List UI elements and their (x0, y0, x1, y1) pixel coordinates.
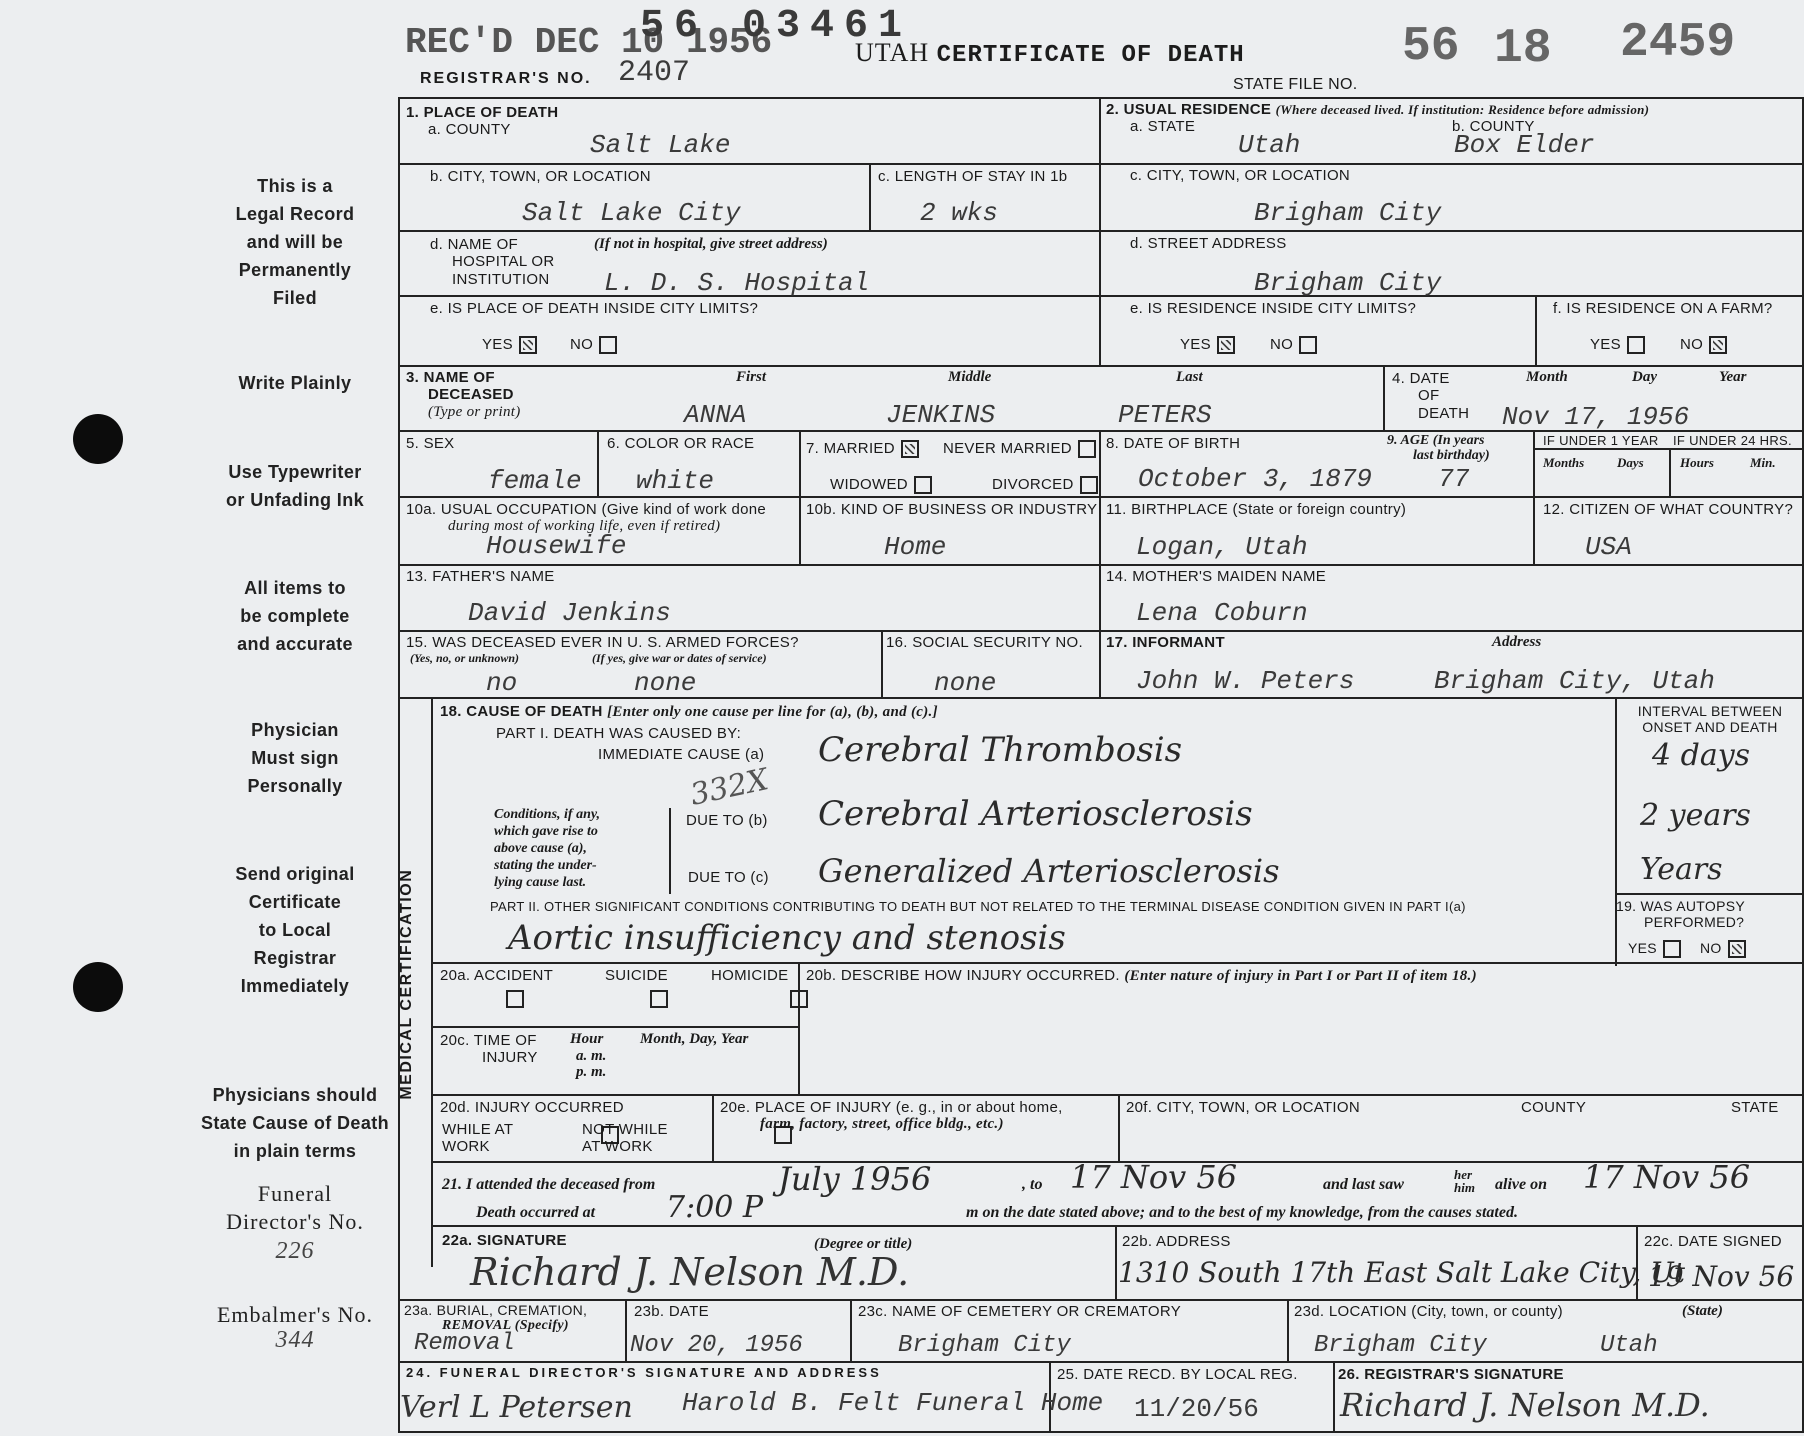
never-married: NEVER MARRIED (943, 440, 1096, 458)
immediate-cause-label: IMMEDIATE CAUSE (a) (598, 746, 765, 763)
pod-stay: 2 wks (920, 198, 999, 228)
residence-label: 2. USUAL RESIDENCE (Where deceased lived. If institution: Residence before admission) (1106, 101, 1650, 118)
alive-on: 17 Nov 56 (1583, 1158, 1751, 1196)
res-farm-label: f. IS RESIDENCE ON A FARM? (1553, 300, 1773, 317)
interval-b: 2 years (1640, 798, 1751, 833)
date-received: 11/20/56 (1134, 1394, 1259, 1424)
pod-inside-yes: YES (482, 336, 537, 354)
registrar-signature: Richard J. Nelson M.D. (1340, 1386, 1710, 1424)
place-of-death-label: 1. PLACE OF DEATH (406, 104, 559, 121)
birthplace-label: 11. BIRTHPLACE (State or foreign country) (1106, 501, 1407, 518)
father-name: David Jenkins (468, 598, 671, 628)
funeral-director-number: 226 (275, 1238, 315, 1264)
father-label: 13. FATHER'S NAME (406, 568, 555, 585)
last-saw-label: and last saw (1323, 1176, 1404, 1193)
pod-inside-no-checkbox[interactable] (599, 336, 617, 354)
sidebar-funeral-label: Funeral Director's No. (226, 1181, 364, 1234)
funeral-director-label: 24. FUNERAL DIRECTOR'S SIGNATURE AND ADDRESS (406, 1365, 882, 1380)
widowed-checkbox[interactable] (914, 476, 932, 494)
birthplace: Logan, Utah (1136, 532, 1308, 562)
res-inside-yes: YES (1180, 336, 1235, 354)
while-at-work: WHILE AT WORK (442, 1121, 514, 1156)
last-label: Last (1176, 369, 1203, 385)
sidebar-physician-sign: Physician Must sign Personally (247, 720, 343, 796)
sidebar-write-plainly: Write Plainly (238, 373, 352, 393)
middle-label: Middle (948, 369, 992, 385)
embalmer-number: 344 (275, 1327, 315, 1353)
name-label: 3. NAME OF DECEASED (Type or print) (406, 369, 521, 420)
alive-on-label: alive on (1495, 1176, 1547, 1193)
cemetery-location: Brigham City (1314, 1332, 1487, 1359)
informant-address: Brigham City, Utah (1434, 666, 1715, 696)
suicide-label: SUICIDE (605, 967, 668, 984)
sex: female (488, 466, 582, 496)
months-label: Months (1543, 455, 1585, 470)
sex-label: 5. SEX (406, 435, 455, 452)
sidebar-send-original: Send original Certificate to Local Registrar Immediately (235, 864, 355, 996)
interval-a: 4 days (1652, 738, 1751, 773)
attended-from: July 1956 (778, 1160, 932, 1198)
sidebar-plain-terms: Physicians should State Cause of Death in plain terms (200, 1085, 390, 1161)
res-farm-yes: YES (1590, 336, 1645, 354)
accident-checkbox[interactable] (506, 990, 524, 1008)
suicide-checkbox[interactable] (650, 990, 668, 1008)
res-farm-no-checkbox[interactable] (1709, 336, 1727, 354)
accident-label: 20a. ACCIDENT (440, 967, 554, 984)
res-state: Utah (1238, 130, 1301, 160)
immediate-cause: Cerebral Thrombosis (818, 730, 1183, 770)
autopsy-no-checkbox[interactable] (1728, 940, 1746, 958)
interval-c: Years (1640, 852, 1723, 887)
sidebar-typewriter: Use Typewriter or Unfading Ink (226, 462, 364, 510)
day-label: Day (1632, 369, 1657, 385)
armed-note-2: (If yes, give war or dates of service) (592, 651, 767, 665)
race-label: 6. COLOR OR RACE (607, 435, 755, 452)
autopsy-yes-checkbox[interactable] (1663, 940, 1681, 958)
month-label: Month (1526, 369, 1568, 385)
injury-city-label: 20f. CITY, TOWN, OR LOCATION (1126, 1099, 1361, 1116)
punch-hole-bottom (73, 962, 123, 1012)
autopsy-yes: YES (1628, 940, 1681, 958)
res-county-label: b. COUNTY (1452, 118, 1535, 135)
res-county: Box Elder (1454, 130, 1595, 160)
funeral-home: Harold B. Felt Funeral Home (682, 1388, 1104, 1418)
sidebar-legal-record: This is a Legal Record and will be Permanently Filed (235, 176, 355, 308)
interval-label: INTERVAL BETWEEN ONSET AND DEATH (1637, 703, 1783, 736)
days-label: Days (1617, 455, 1644, 470)
date-signed: 19 Nov 56 (1648, 1260, 1795, 1293)
time-of-injury-label: 20c. TIME OF INJURY (440, 1032, 538, 1067)
not-while-at-work: NOT WHILE AT WORK (582, 1121, 668, 1156)
never-married-checkbox[interactable] (1078, 440, 1096, 458)
physician-address: 1310 South 17th East Salt Lake City, Ut (1118, 1256, 1685, 1289)
informant-label: 17. INFORMANT (1106, 634, 1225, 651)
citizen: USA (1585, 532, 1632, 562)
race: white (636, 466, 715, 496)
ssn-label: 16. SOCIAL SECURITY NO. (886, 634, 1083, 651)
pod-stay-label: c. LENGTH OF STAY IN 1b (878, 168, 1068, 185)
res-street-label: d. STREET ADDRESS (1130, 235, 1287, 252)
to-label: , to (1022, 1176, 1043, 1193)
armed-note-1: (Yes, no, or unknown) (410, 651, 520, 665)
injury-county-label: COUNTY (1521, 1099, 1587, 1116)
armed-service: no (486, 668, 518, 698)
punch-hole-top (73, 414, 123, 464)
file-no-part2: 18 (1494, 22, 1552, 76)
pod-hospital-label: d. NAME OF HOSPITAL OR INSTITUTION (430, 236, 555, 288)
part1-label: PART I. DEATH WAS CAUSED BY: (496, 725, 742, 742)
pod-city: Salt Lake City (522, 198, 741, 228)
business-label: 10b. KIND OF BUSINESS OR INDUSTRY (806, 501, 1098, 518)
armed-label: 15. WAS DECEASED EVER IN U. S. ARMED FORCES? (406, 634, 799, 651)
her-him-label: her him (1454, 1167, 1475, 1195)
due-c-label: DUE TO (c) (688, 869, 769, 886)
divorced: DIVORCED (992, 476, 1098, 494)
informant: John W. Peters (1136, 666, 1355, 696)
due-to-b: Cerebral Arteriosclerosis (818, 794, 1253, 834)
married: 7. MARRIED (806, 440, 919, 458)
due-to-c: Generalized Arteriosclerosis (818, 852, 1280, 890)
cause-label: 18. CAUSE OF DEATH [Enter only one cause per line for (a), (b), and (c).] (440, 703, 938, 720)
mdy-label: Month, Day, Year (640, 1031, 749, 1047)
funeral-director-signature: Verl L Petersen (400, 1390, 633, 1425)
burial-date: Nov 20, 1956 (630, 1332, 803, 1359)
cemetery-location-label: 23d. LOCATION (City, town, or county) (1294, 1303, 1563, 1320)
sidebar-complete: All items to be complete and accurate (237, 578, 353, 654)
place-of-injury-label: 20e. PLACE OF INJURY (e. g., in or about home, farm, factory, street, office bldg., etc.) (720, 1099, 1063, 1133)
physician-address-label: 22b. ADDRESS (1122, 1233, 1231, 1250)
registrars-no: 2407 (618, 56, 691, 90)
burial-type: Removal (414, 1330, 515, 1357)
armed-service-dates: none (634, 668, 697, 698)
year-label: Year (1719, 369, 1747, 385)
res-street: Brigham City (1254, 268, 1442, 298)
married-checkbox[interactable] (901, 440, 919, 458)
pod-inside-yes-checkbox[interactable] (519, 336, 537, 354)
age-label: 9. AGE (In years last birthday) (1387, 433, 1490, 464)
res-farm-yes-checkbox[interactable] (1627, 336, 1645, 354)
hours-label: Hours (1680, 455, 1714, 470)
res-inside-no-checkbox[interactable] (1299, 336, 1317, 354)
pod-county-label: a. COUNTY (428, 121, 511, 138)
certificate-title (855, 38, 1245, 69)
sidebar-embalmer-label: Embalmer's No. (216, 1302, 374, 1327)
mother-name: Lena Coburn (1136, 598, 1308, 628)
injury-state-label: STATE (1731, 1099, 1779, 1116)
first-name: ANNA (684, 400, 747, 430)
conditions-note: Conditions, if any, which gave rise to above cause (a), stating the under- lying cause last. (494, 807, 601, 890)
date-of-death: Nov 17, 1956 (1502, 402, 1690, 432)
hour-label: Hour a. m. p. m. (570, 1031, 607, 1080)
res-state-label: a. STATE (1130, 118, 1196, 135)
occupation-label: 10a. USUAL OCCUPATION (Give kind of work done during most of working life, even if retired) (406, 501, 767, 535)
citizen-label: 12. CITIZEN OF WHAT COUNTRY? (1543, 501, 1794, 518)
title-state: UTAH (855, 38, 930, 67)
date-signed-label: 22c. DATE SIGNED (1644, 1233, 1782, 1250)
pod-hospital: L. D. S. Hospital (604, 268, 870, 298)
registrars-no-label: REGISTRAR'S NO. (420, 70, 592, 87)
under-1-year-label: IF UNDER 1 YEAR (1543, 433, 1659, 448)
injury-occurred-label: 20d. INJURY OCCURRED (440, 1099, 624, 1116)
degree-label: (Degree or title) (814, 1236, 913, 1252)
res-city: Brigham City (1254, 198, 1442, 228)
business: Home (884, 532, 947, 562)
part2-label: PART II. OTHER SIGNIFICANT CONDITIONS CONTRIBUTING TO DEATH BUT NOT RELATED TO THE TERMINAL DISEASE CONDITION GIVEN IN PART I(a) (490, 899, 1466, 914)
death-time: 7:00 P (666, 1190, 764, 1225)
last-name: PETERS (1118, 400, 1212, 430)
received-stamp: REC'D DEC 10 1956 (405, 22, 773, 63)
file-no-part1: 56 (1402, 20, 1460, 74)
signature-label: 22a. SIGNATURE (442, 1232, 567, 1249)
file-no-part3: 2459 (1620, 16, 1736, 70)
under-24-hrs-label: IF UNDER 24 HRS. (1673, 433, 1792, 448)
pod-county: Salt Lake (590, 130, 731, 160)
autopsy-no: NO (1700, 940, 1746, 958)
mother-label: 14. MOTHER'S MAIDEN NAME (1106, 568, 1327, 585)
date-of-death-label: 4. DATE OF DEATH (1392, 370, 1470, 422)
title-main: CERTIFICATE OF DEATH (936, 42, 1245, 69)
pod-inside-no: NO (570, 336, 617, 354)
first-label: First (736, 369, 767, 385)
describe-injury-label: 20b. DESCRIBE HOW INJURY OCCURRED. (Enter nature of injury in Part I or Part II of item 18.) (806, 967, 1477, 984)
cemetery-state-label: (State) (1682, 1303, 1723, 1319)
occupation: Housewife (486, 531, 627, 561)
date-of-birth: October 3, 1879 (1138, 464, 1373, 494)
burial-label: 23a. BURIAL, CREMATION, REMOVAL (Specify) (404, 1302, 588, 1334)
cemetery: Brigham City (898, 1332, 1071, 1359)
res-city-label: c. CITY, TOWN, OR LOCATION (1130, 167, 1351, 184)
cemetery-state: Utah (1600, 1332, 1658, 1359)
widowed: WIDOWED (830, 476, 932, 494)
serial-number: 56 03461 (640, 4, 913, 49)
homicide-label: HOMICIDE (711, 967, 789, 984)
res-inside-limits-label: e. IS RESIDENCE INSIDE CITY LIMITS? (1130, 300, 1417, 317)
death-statement: m on the date stated above; and to the best of my knowledge, from the causes stated. (966, 1204, 1518, 1221)
cause-code: 332X (687, 762, 772, 813)
attended-to: 17 Nov 56 (1070, 1158, 1238, 1196)
address-label: Address (1492, 634, 1542, 650)
res-inside-yes-checkbox[interactable] (1217, 336, 1235, 354)
pod-hospital-note: (If not in hospital, give street address) (594, 236, 828, 252)
middle-name: JENKINS (886, 400, 996, 430)
autopsy-label: 19. WAS AUTOPSY PERFORMED? (1616, 898, 1745, 931)
date-received-label: 25. DATE RECD. BY LOCAL REG. (1057, 1366, 1298, 1383)
pod-inside-limits-label: e. IS PLACE OF DEATH INSIDE CITY LIMITS? (430, 300, 759, 317)
due-b-label: DUE TO (b) (686, 812, 768, 829)
conditions-bracket (663, 808, 671, 894)
state-file-no-label: STATE FILE NO. (1233, 76, 1358, 93)
burial-date-label: 23b. DATE (634, 1303, 709, 1320)
ssn: none (934, 668, 997, 698)
part2-conditions: Aortic insufficiency and stenosis (508, 918, 1066, 958)
min-label: Min. (1750, 455, 1776, 470)
registrar-signature-label: 26. REGISTRAR'S SIGNATURE (1338, 1366, 1564, 1383)
medical-certification-label: MEDICAL CERTIFICATION (397, 868, 415, 1100)
pod-city-label: b. CITY, TOWN, OR LOCATION (430, 168, 651, 185)
res-farm-no: NO (1680, 336, 1727, 354)
age: 77 (1438, 464, 1470, 494)
res-inside-no: NO (1270, 336, 1317, 354)
divorced-checkbox[interactable] (1080, 476, 1098, 494)
cemetery-label: 23c. NAME OF CEMETERY OR CREMATORY (858, 1303, 1182, 1320)
dob-label: 8. DATE OF BIRTH (1106, 435, 1241, 452)
homicide-checkbox[interactable] (790, 990, 808, 1008)
physician-signature: Richard J. Nelson M.D. (470, 1250, 910, 1294)
attended-label: 21. I attended the deceased from (442, 1176, 656, 1193)
death-occurred-label: Death occurred at (476, 1204, 596, 1221)
